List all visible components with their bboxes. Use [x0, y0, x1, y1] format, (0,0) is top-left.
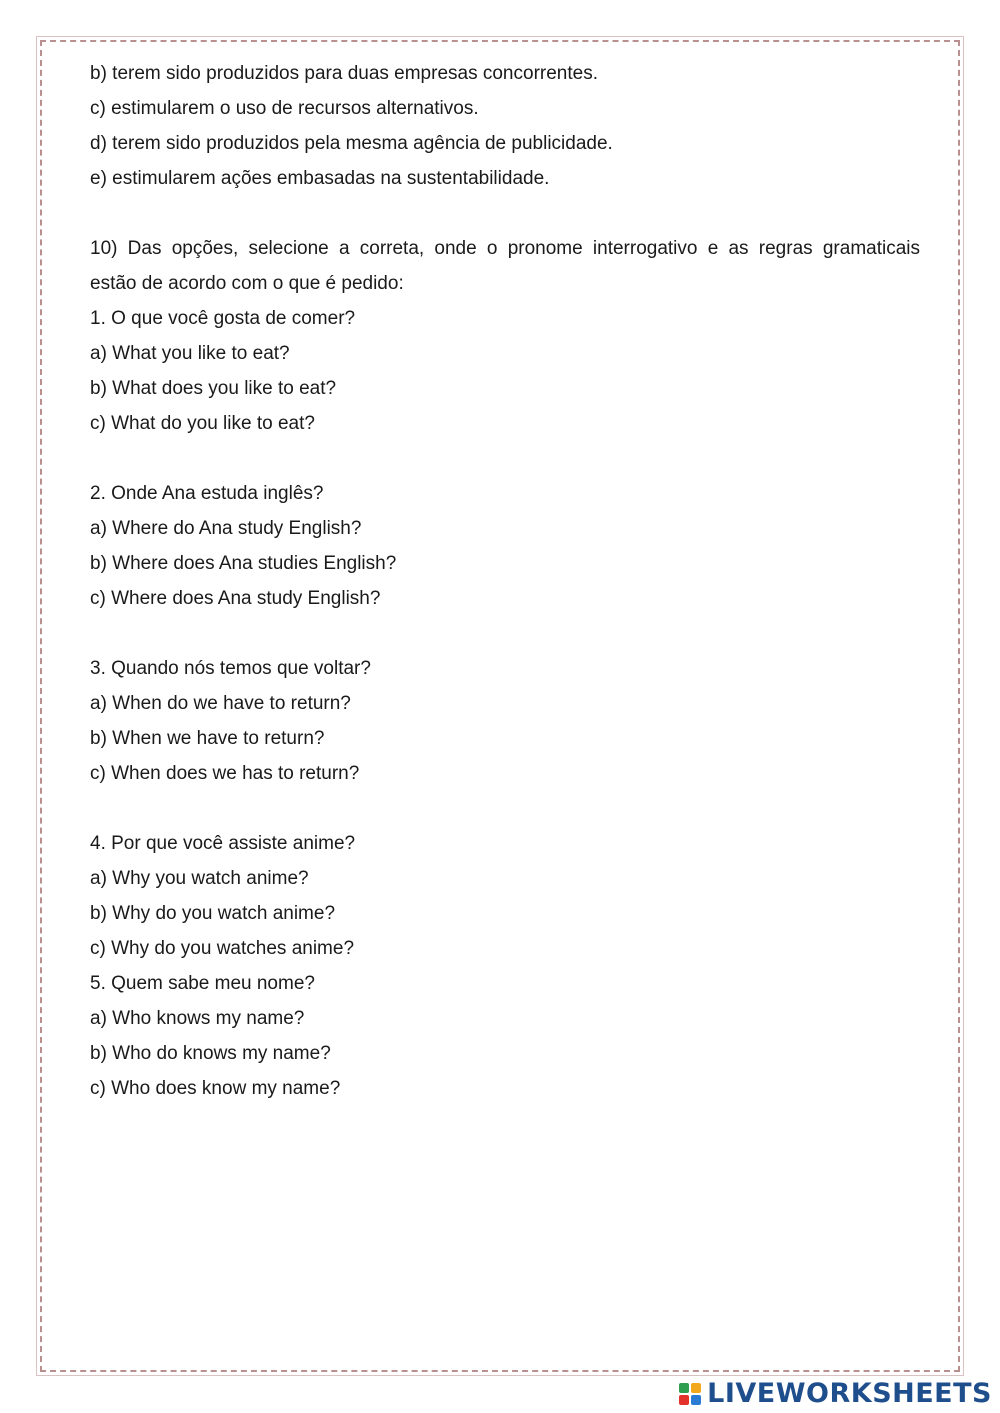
- answer-option: b) Why do you watch anime?: [90, 903, 336, 924]
- logo-icon-tile: [691, 1395, 701, 1405]
- sub-question: 2. Onde Ana estuda inglês?: [90, 483, 324, 504]
- spacer: [90, 791, 920, 826]
- answer-option: c) What do you like to eat?: [90, 413, 315, 434]
- sub-question: 5. Quem sabe meu nome?: [90, 973, 315, 994]
- worksheet-content: [90, 56, 920, 1106]
- answer-option: c) When does we has to return?: [90, 763, 360, 784]
- logo-icon-tile: [691, 1383, 701, 1393]
- answer-option: c) Who does know my name?: [90, 1078, 341, 1099]
- option-line: d) terem sido produzidos pela mesma agência de publicidade.: [90, 133, 613, 154]
- option-line: c) estimularem o uso de recursos alternativos.: [90, 98, 479, 119]
- sub-question: 3. Quando nós temos que voltar?: [90, 658, 371, 679]
- answer-option: b) When we have to return?: [90, 728, 325, 749]
- option-line: e) estimularem ações embasadas na sustentabilidade.: [90, 168, 550, 189]
- answer-option: b) What does you like to eat?: [90, 378, 337, 399]
- question10-prompt: 10) Das opções, selecione a correta, onde o pronome interrogativo e as regras gramaticais: [90, 238, 920, 259]
- answer-option: c) Where does Ana study English?: [90, 588, 381, 609]
- logo-text: LIVEWORKSHEETS: [707, 1378, 992, 1409]
- answer-option: a) Where do Ana study English?: [90, 518, 362, 539]
- answer-option: b) Who do knows my name?: [90, 1043, 331, 1064]
- answer-option: b) Where does Ana studies English?: [90, 553, 397, 574]
- logo-icon-tile: [679, 1395, 689, 1405]
- liveworksheets-logo-icon: [679, 1383, 701, 1405]
- answer-option: a) Why you watch anime?: [90, 868, 309, 889]
- liveworksheets-logo[interactable]: [679, 1378, 992, 1409]
- answer-option: c) Why do you watches anime?: [90, 938, 355, 959]
- logo-icon-tile: [679, 1383, 689, 1393]
- answer-option: a) When do we have to return?: [90, 693, 351, 714]
- answer-option: a) Who knows my name?: [90, 1008, 305, 1029]
- sub-question: 4. Por que você assiste anime?: [90, 833, 356, 854]
- option-line: b) terem sido produzidos para duas empresas concorrentes.: [90, 63, 598, 84]
- question10-prompt-cont: estão de acordo com o que é pedido:: [90, 273, 404, 294]
- sub-question: 1. O que você gosta de comer?: [90, 308, 356, 329]
- spacer: [90, 441, 920, 476]
- answer-option: a) What you like to eat?: [90, 343, 290, 364]
- spacer: [90, 196, 920, 231]
- spacer: [90, 616, 920, 651]
